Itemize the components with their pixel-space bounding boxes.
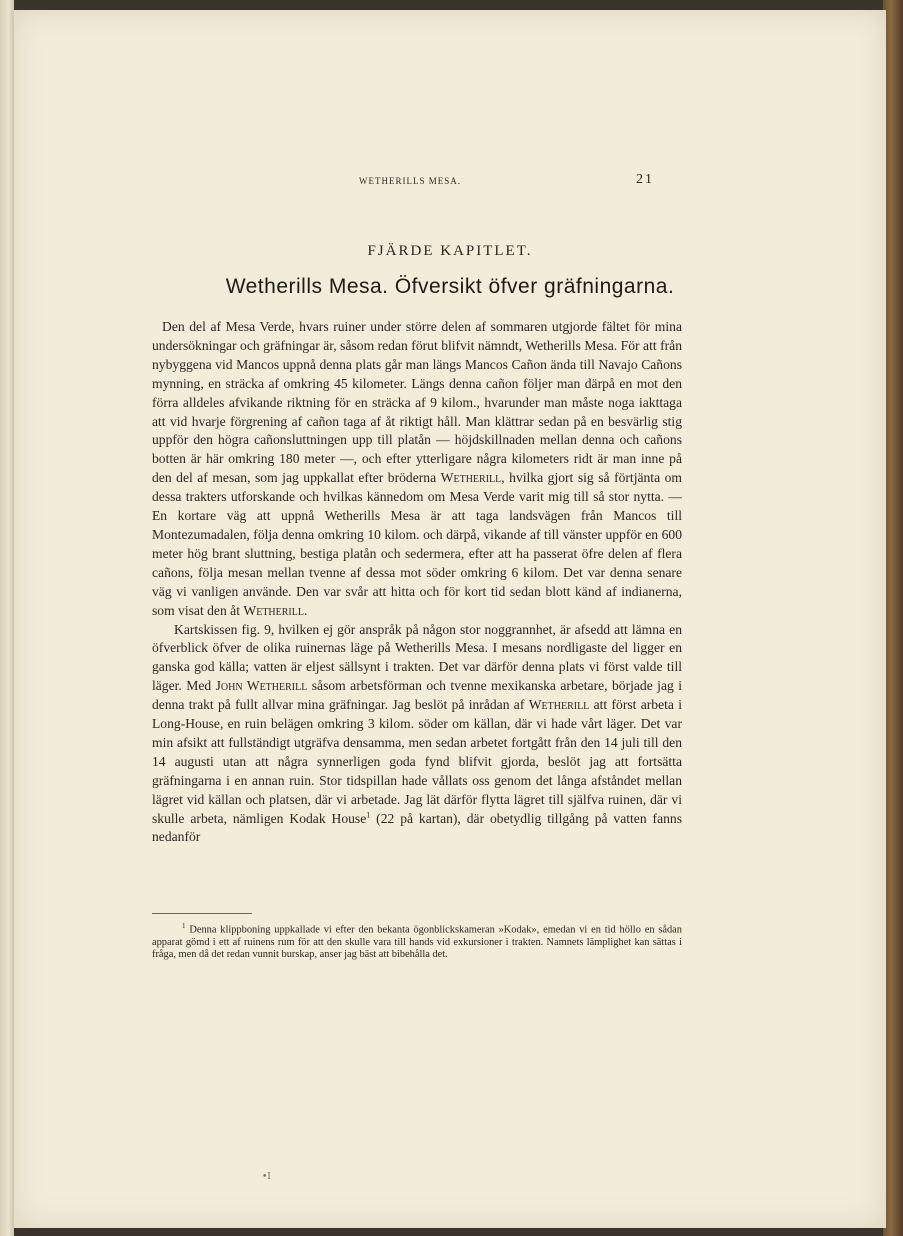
text-run: (22 på kartan), där obetydlig tillgång på vatten fanns nedanför — [152, 810, 682, 845]
name-small-caps: Wetherill — [243, 602, 304, 618]
chapter-label: FJÄRDE KAPITLET. — [367, 243, 533, 259]
stray-ink-mark: •I — [262, 1172, 271, 1182]
name-small-caps: John Wetherill — [215, 678, 308, 694]
footnote-text: Denna klippboning uppkallade vi efter den bekanta ögonblickskameran »Kodak», emedan vi en tid höllo en sådan apparat gömd i ett af ruinens rum för att den skulle vara till hands vid exkursioner i trakten. Namnets lämplighet kan sättas i fråga, men då det redan vunnit burskap, anser jag bäst att bibehålla det. — [152, 924, 682, 961]
chapter-title: Wetherills Mesa. Öfversikt öfver gräfningarna. — [225, 275, 675, 298]
book-edge-right — [883, 0, 903, 1236]
text-run: att först arbeta i Long-House, en ruin belägen omkring 3 kilom. söder om källan, där vi hade vårt läger. Det var min afsikt att fullständigt utgräfva densamma, men sedan arbetet fortgått från den 14 juli till den 14 augusti utan att några synnerligen goda fynd blifvit gjorda, beslöt jag att fortsätta gräfningarna i en annan ruin. Stor tidspillan hade vållats oss genom det långa afståndet mellan lägret vid källan och platsen, där vi arbetade. Jag lät därför flytta lägret till själfva ruinen, där vi skulle arbeta, nämligen Kodak House — [152, 697, 683, 826]
text-run: Kartskissen fig. 9, hvilken ej gör anspråk på någon stor noggrannhet, är afsedd att lämna en öfverblick öfver de olika ruinernas läge på Wetherills Mesa. I mesans nordligaste del ligger en ganska god källa; vatten är eljest sällsynt i trakten. Det var därför denna plats vi först valde till läger. Med — [152, 621, 682, 694]
name-small-caps: Wetherill — [528, 697, 590, 713]
book-page — [14, 10, 886, 1228]
name-small-caps: Wetherill — [440, 470, 502, 486]
text-run: såsom arbetsförman och tvenne mexikanska arbetare, började jag i denna trakt på fullt allvar mina gräfningar. Jag beslöt på inrådan af — [152, 678, 682, 713]
body-text — [152, 318, 682, 847]
footnote-marker: 1 — [182, 922, 186, 930]
running-title: WETHERILLS MESA. — [359, 176, 461, 186]
book-gutter-left — [0, 0, 14, 1236]
paragraph — [152, 318, 682, 621]
page-number: 21 — [636, 172, 654, 187]
text-run: , hvilka gjort sig så förtjänta om dessa trakters utforskande och hvilkas kännedom om Mesa Verde varit mig till så stor nytta. — En kortare väg att uppnå Wetherills Mesa är att taga landsvägen från Mancos till Montezumadalen, följa denna omkring 10 kilom. och därpå, vikande af till vänster uppför en 600 meter hög brant sluttning, bestiga platån och sedermera, efter att ha passerat öfre delen af flera cañons, följa mesan mellan tvenne af dessa mot söder omkring 6 kilom. Det var denna senare väg vi vanligen använde. Den var svår att hitta och för kort tid sedan blott känd af indianerna, som visat den åt — [152, 470, 683, 618]
paragraph — [152, 621, 682, 848]
footnote-divider — [152, 913, 252, 914]
text-run: . — [303, 602, 308, 618]
text-run: Den del af Mesa Verde, hvars ruiner under större delen af sommaren utgjorde fältet för mina undersökningar och gräfningar är, såsom redan förut blifvit nämndt, Wetherills Mesa. För att från nybyggena vid Mancos uppnå denna plats går man längs Mancos Cañon ända till Navajo Cañons mynning, en sträcka af omkring 45 kilometer. Längs denna cañon följer man därpå en mot den förra alldeles afvikande riktning för en sträcka af 9 kilom., hvarunder man måste noga iakttaga att vid hvarje förgrening af cañon taga af åt riktigt håll. Man klättrar sedan på en besvärlig stig uppför den högra cañonsluttningen upp till platån — höjdskillnaden mellan denna och cañons botten är här omkring 180 meter —, och efter ytterligare några kilometers ridt är man inne på den del af mesan, som jag uppkallat efter bröderna — [152, 319, 682, 486]
footnote-reference: 1 — [366, 810, 371, 820]
footnote — [152, 920, 682, 962]
